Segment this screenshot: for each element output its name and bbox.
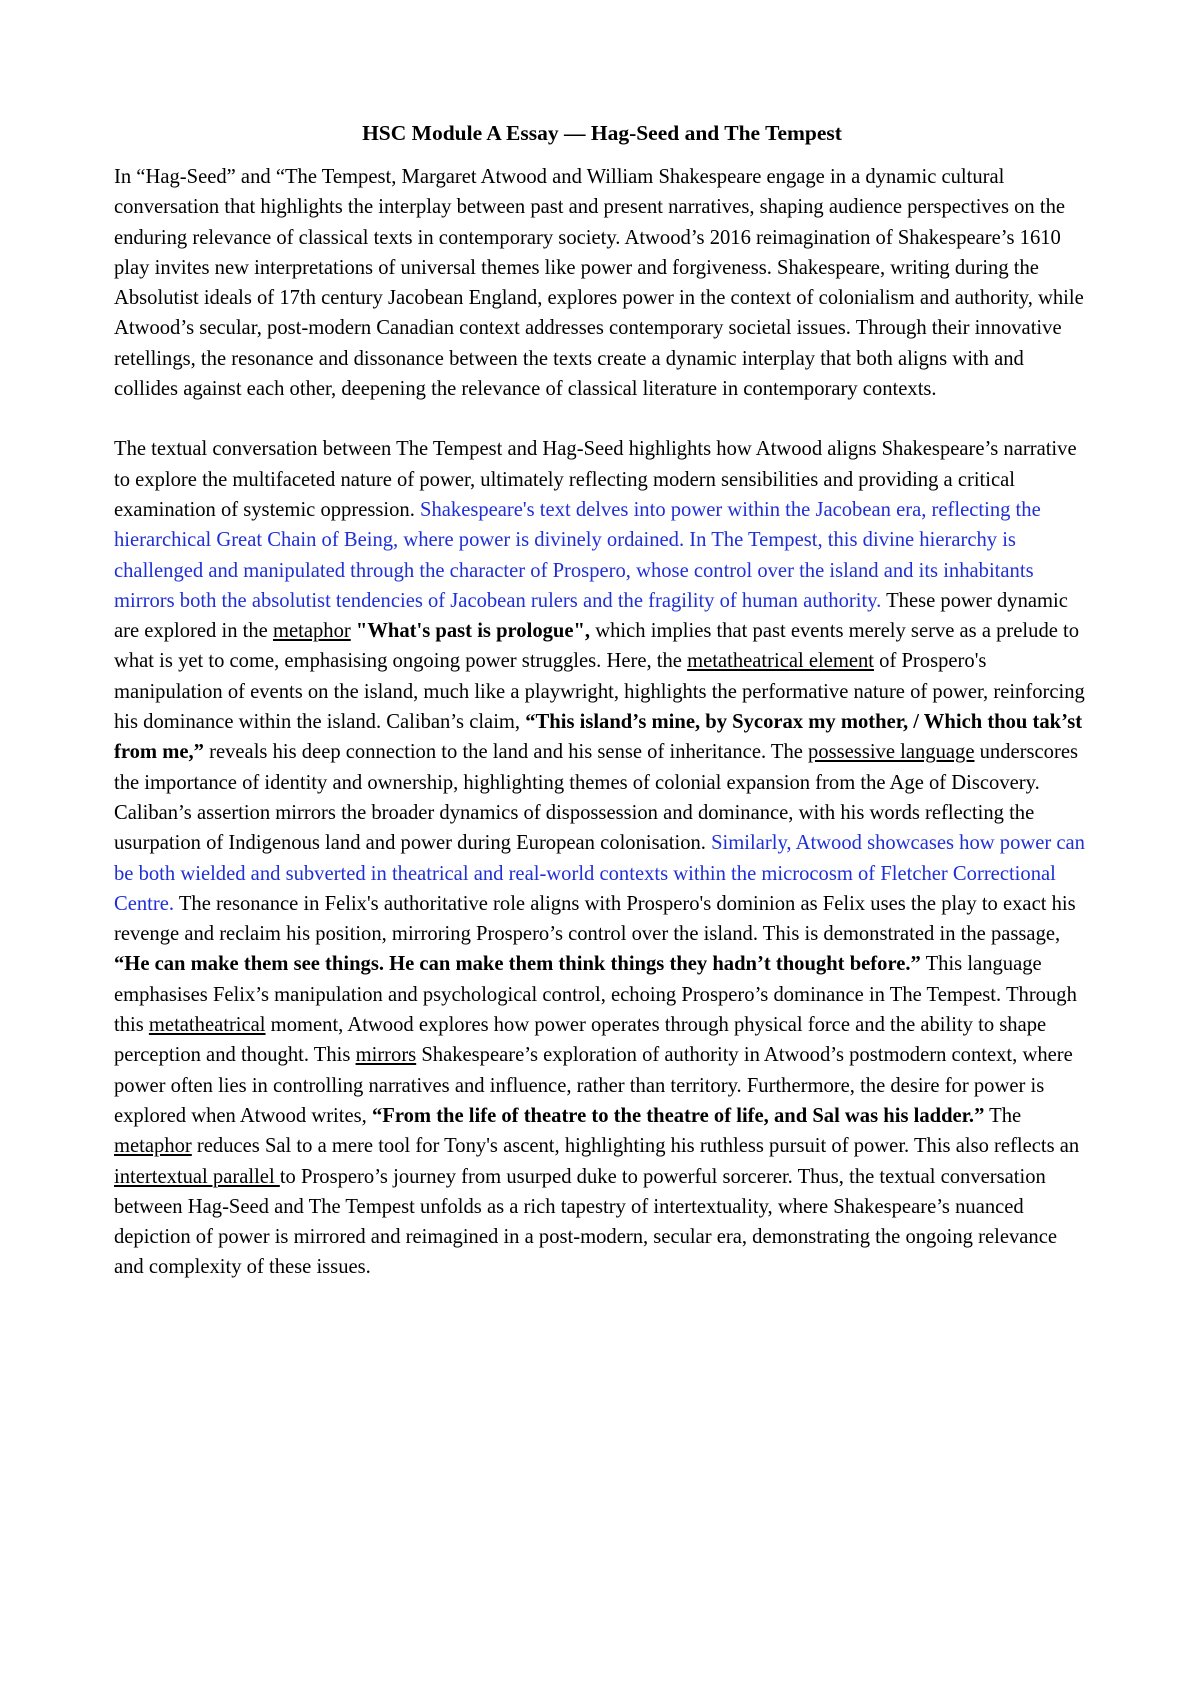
body-text: reduces Sal to a mere tool for Tony's ascent, highlighting his ruthless pursuit of power. This also reflects an — [191, 1135, 1080, 1158]
underlined-term: metaphor — [272, 620, 351, 643]
body-text: reveals his deep connection to the land and his sense of inheritance. The — [203, 741, 809, 764]
highlighted-text: Shakespeare's text delves into power within the Jacobean era, reflecting the hierarchical Great Chain of Being, where power is divinely ordained. In The Tempest, this divine hierarchy is challenged and manipulated through the character of Prospero, whose control over the island and its inhabitants mirrors both the absolutist tendencies of Jacobean rulers and the fragility of human authority. — [114, 498, 1041, 612]
body-text: The — [984, 1104, 1022, 1127]
body-text: of Prospero's manipulation of events on the island, much like a playwright, highlights the performative nature of power, reinforcing his dominance within the island. Caliban’s claim, — [114, 650, 1085, 734]
underlined-term: metatheatrical element — [687, 650, 875, 673]
body-text: moment, Atwood explores how power operates through physical force and the ability to shape perception and thought. This — [114, 1014, 1047, 1067]
bold-quote: “He can make them see things. He can make them think things they hadn’t thought before.” — [114, 953, 921, 976]
body-text: The textual conversation between The Tempest and Hag-Seed highlights how Atwood aligns Shakespeare’s narrative to explore the multifaceted nature of power, ultimately reflecting modern sensibilities and providing a critical examination of systemic oppression. — [114, 438, 1077, 521]
body-text: This language emphasises Felix’s manipulation and psychological control, echoing Prospero’s dominance in The Tempest. Through this — [114, 953, 1077, 1037]
body-text: underscores the importance of identity and ownership, highlighting themes of colonial expansion from the Age of Discovery. Caliban’s assertion mirrors the broader dynamics of dispossession and dominance, with his words reflecting the usurpation of Indigenous land and power during European colonisation. — [114, 741, 1078, 855]
essay-title: HSC Module A Essay — Hag-Seed and The Tempest — [362, 121, 842, 145]
paragraph-introduction: In “Hag-Seed” and “The Tempest, Margaret Atwood and William Shakespeare engage in a dynamic cultural conversation that highlights the interplay between past and present narratives, shaping audience perspectives on the enduring relevance of classical texts in contemporary society. Atwood’s 2016 reimagination of Shakespeare’s 1610 play invites new interpretations of universal themes like power and forgiveness. Shakespeare, writing during the Absolutist ideals of 17th century Jacobean England, explores power in the context of colonialism and authority, while Atwood’s secular, post-modern Canadian context addresses contemporary societal issues. Through their innovative retellings, the resonance and dissonance between the texts create a dynamic interplay that both aligns with and collides against each other, deepening the relevance of classical literature in contemporary contexts. — [114, 166, 1084, 401]
underlined-term: mirrors — [355, 1044, 417, 1067]
underlined-term: possessive language — [808, 741, 975, 764]
body-text: which implies that past events merely serve as a prelude to what is yet to come, emphasising ongoing power struggles. Here, the — [114, 620, 1080, 673]
bold-quote: “This island’s mine, by Sycorax my mother, / Which thou tak’st from me,” — [114, 711, 1083, 764]
underlined-term: metatheatrical — [148, 1014, 266, 1037]
highlighted-text: Similarly, Atwood showcases how power can be both wielded and subverted in theatrical and real-world contexts within the microcosm of Fletcher Correctional Centre. — [114, 832, 1085, 915]
underlined-term: metaphor — [114, 1135, 192, 1158]
underlined-term: intertextual parallel — [114, 1165, 280, 1188]
bold-quote: "What's past is prologue", — [350, 620, 591, 643]
body-text: The resonance in Felix's authoritative role aligns with Prospero's dominion as Felix uses the play to exact his revenge and reclaim his position, mirroring Prospero’s control over the island. This is demonstrated in the passage, — [114, 892, 1076, 946]
paragraph-body — [114, 434, 1090, 1282]
body-text: These power dynamic are explored in the — [114, 589, 1068, 643]
bold-quote: “From the life of theatre to the theatre of life, and Sal was his ladder.” — [371, 1104, 985, 1127]
body-text: Shakespeare’s exploration of authority in Atwood’s postmodern context, where power often lies in controlling narratives and influence, rather than territory. Furthermore, the desire for power is explored when Atwood writes, — [114, 1044, 1073, 1127]
body-text: to Prospero’s journey from usurped duke to powerful sorcerer. Thus, the textual conversation between Hag-Seed and The Tempest unfolds as a rich tapestry of intertextuality, where Shakespeare’s nuanced depiction of power is mirrored and reimagined in a post-modern, secular era, demonstrating the ongoing relevance and complexity of these issues. — [114, 1165, 1057, 1279]
